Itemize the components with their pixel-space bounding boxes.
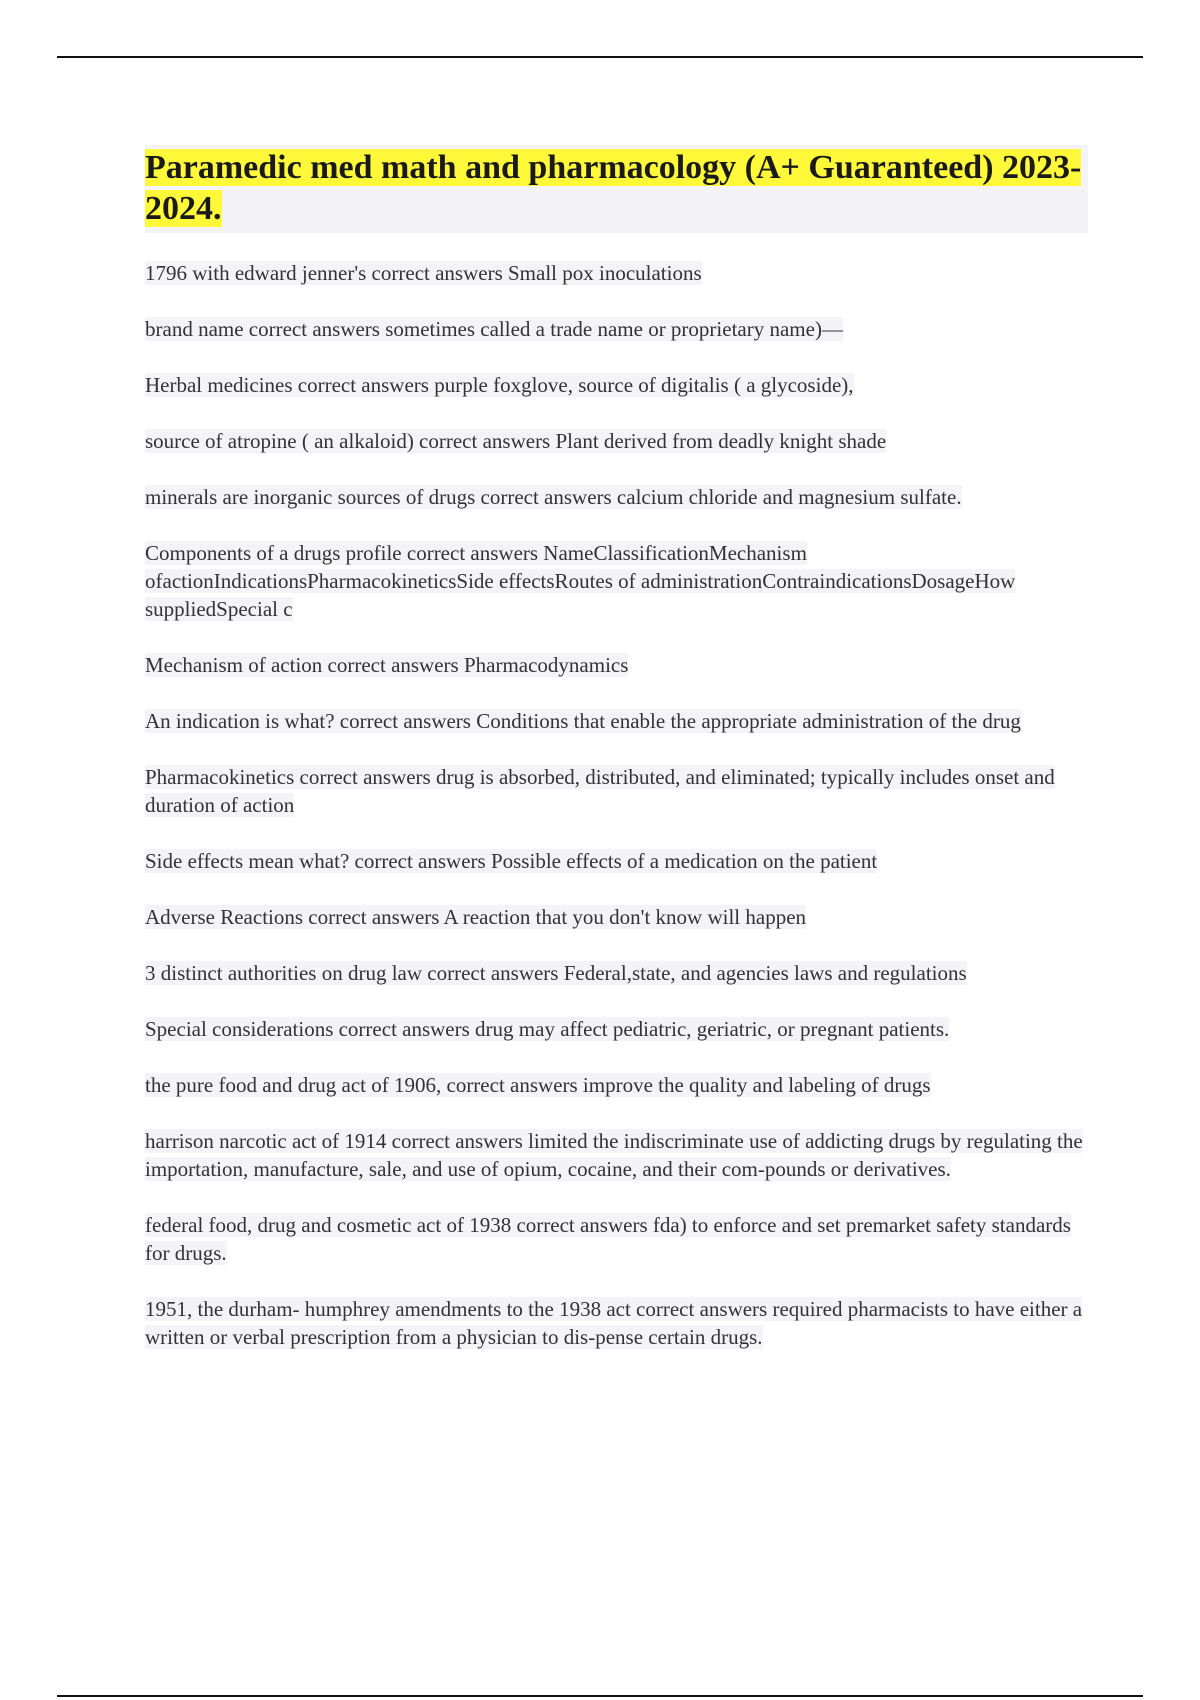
qa-entry: 1796 with edward jenner's correct answers Small pox inoculations: [145, 261, 702, 285]
title-highlight: Paramedic med math and pharmacology (A+ Guaranteed) 2023-2024.: [145, 149, 1082, 227]
qa-entry: An indication is what? correct answers Conditions that enable the appropriate administration of the drug: [145, 709, 1021, 733]
qa-entry: brand name correct answers sometimes called a trade name or proprietary name)—: [145, 317, 843, 341]
title-block: [145, 145, 1088, 233]
qa-entry: Adverse Reactions correct answers A reaction that you don't know will happen: [145, 905, 807, 929]
qa-entry: minerals are inorganic sources of drugs correct answers calcium chloride and magnesium sulfate.: [145, 485, 962, 509]
bottom-rule: [57, 1695, 1143, 1697]
document-title: [145, 147, 1088, 229]
qa-entry: harrison narcotic act of 1914 correct answers limited the indiscriminate use of addicting drugs by regulating the importation, manufacture, sale, and use of opium, cocaine, and their com-pounds or derivatives.: [145, 1129, 1083, 1181]
qa-entry: Side effects mean what? correct answers Possible effects of a medication on the patient: [145, 849, 878, 873]
document-body: [145, 145, 1088, 1379]
qa-entry: Components of a drugs profile correct answers NameClassificationMechanism ofactionIndicationsPharmacokineticsSide effectsRoutes of administrationContraindicationsDosageHow suppliedSpecial c: [145, 541, 1016, 621]
qa-entry: 3 distinct authorities on drug law correct answers Federal,state, and agencies laws and regulations: [145, 961, 967, 985]
qa-entry: the pure food and drug act of 1906, correct answers improve the quality and labeling of drugs: [145, 1073, 931, 1097]
qa-entry: 1951, the durham- humphrey amendments to the 1938 act correct answers required pharmacists to have either a written or verbal prescription from a physician to dis-pense certain drugs.: [145, 1297, 1083, 1349]
qa-entry: Special considerations correct answers drug may affect pediatric, geriatric, or pregnant patients.: [145, 1017, 950, 1041]
qa-entry: Mechanism of action correct answers Pharmacodynamics: [145, 653, 629, 677]
top-rule: [57, 56, 1143, 58]
qa-entry: source of atropine ( an alkaloid) correct answers Plant derived from deadly knight shade: [145, 429, 887, 453]
qa-entry: Herbal medicines correct answers purple foxglove, source of digitalis ( a glycoside),: [145, 373, 854, 397]
qa-entry: federal food, drug and cosmetic act of 1938 correct answers fda) to enforce and set premarket safety standards for drugs.: [145, 1213, 1071, 1265]
qa-entry: Pharmacokinetics correct answers drug is absorbed, distributed, and eliminated; typically includes onset and duration of action: [145, 765, 1055, 817]
